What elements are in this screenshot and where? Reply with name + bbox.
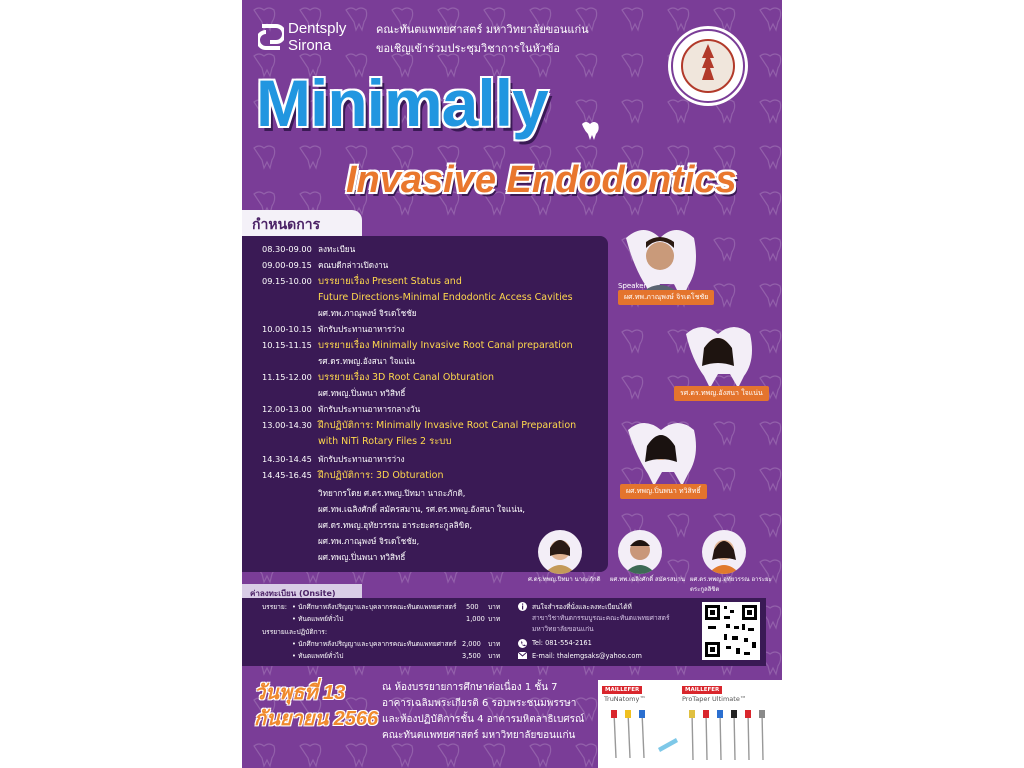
row-time: 11.15-12.00 xyxy=(262,372,312,382)
row-continuation: Future Directions-Minimal Endodontic Access Cavities xyxy=(318,292,573,303)
schedule-row xyxy=(262,274,462,289)
brand-line-1: Dentsply xyxy=(288,20,347,37)
row-text: 3D Obturation xyxy=(375,470,444,481)
dentsply-logo xyxy=(258,22,284,56)
venue-line-1: ณ ห้องบรรยายการศึกษาต่อเนื่อง 1 ชั้น 7 xyxy=(382,682,558,693)
fee-amount: 1,000 xyxy=(466,615,485,623)
qr-code xyxy=(702,602,760,660)
venue-block xyxy=(382,680,584,744)
faculty-line: คณะทันตแพทยศาสตร์ มหาวิทยาลัยขอนแก่น xyxy=(376,23,589,36)
contact-line-2: สาขาวิชาทันตกรรมบูรณะคณะทันตแพทยศาสตร์ xyxy=(532,614,670,622)
product-name-2: ProTaper Ultimate™ xyxy=(682,695,747,703)
schedule-row xyxy=(262,418,576,433)
row-prefix: ฝึกปฏิบัติการ: xyxy=(318,470,374,481)
schedule-row xyxy=(262,370,494,385)
row-text: Present Status and xyxy=(372,276,462,287)
venue-line-3: และห้องปฏิบัติการชั้น 4 อาคารมหิตลาธิเบศรณ์ xyxy=(382,714,585,725)
row-text: คณบดีกล่าวเปิดงาน xyxy=(318,260,389,270)
fees-panel xyxy=(242,598,766,666)
row-time: 10.15-11.15 xyxy=(262,340,312,350)
row-time: 14.30-14.45 xyxy=(262,454,312,464)
row-prefix: บรรยายเรื่อง xyxy=(318,372,370,383)
schedule-heading: กำหนดการ xyxy=(242,210,362,240)
row-time: 09.00-09.15 xyxy=(262,260,312,270)
brand-name xyxy=(288,20,346,54)
fee-who: • นักศึกษาหลังปริญญาและบุคลากรคณะทันตแพทยศาสตร์ xyxy=(292,603,457,611)
row-speaker: ผศ.ทพญ.ปิ่นพนา ทวิสิทธิ์ xyxy=(318,388,406,398)
row-speaker: ผศ.ทพ.ภาณุพงษ์ จิรเดโชชัย, xyxy=(318,536,420,546)
row-prefix: บรรยายเรื่อง xyxy=(318,276,370,287)
schedule-row xyxy=(262,322,405,337)
speaker-photo-2 xyxy=(682,322,754,388)
row-continuation: with NiTi Rotary Files 2 ระบบ xyxy=(318,436,452,447)
product-panel xyxy=(598,680,782,768)
phone-icon xyxy=(518,639,527,648)
row-text: ลงทะเบียน xyxy=(318,244,356,254)
speaker-label: Speaker xyxy=(618,282,647,290)
fee-who: • ทันตแพทย์ทั่วไป xyxy=(292,652,344,660)
fee-unit: บาท xyxy=(488,640,501,648)
schedule-row xyxy=(262,242,355,257)
fee-amount: 2,000 xyxy=(462,640,481,648)
fee-who: • ทันตแพทย์ทั่วไป xyxy=(292,615,344,623)
row-time: 12.00-13.00 xyxy=(262,404,312,414)
university-seal xyxy=(668,26,748,106)
speaker-photo-4 xyxy=(538,530,582,574)
seal-icon xyxy=(668,26,748,106)
schedule-row xyxy=(262,468,444,483)
event-month: กันยายน 2566 xyxy=(254,708,379,730)
row-text: Minimally Invasive Root Canal preparation xyxy=(372,340,573,351)
row-speaker: ผศ.ดร.ทพญ.อุทัยวรรณ อาระยะตระกูลลิขิต, xyxy=(318,520,473,530)
speaker-name-3: ผศ.ทพญ.ปิ่นพนา ทวิสิทธิ์ xyxy=(620,484,707,499)
schedule-row xyxy=(262,338,573,353)
row-speaker: ผศ.ทพ.ภาณุพงษ์ จิรเดโชชัย xyxy=(318,308,417,318)
speaker-name-4: ศ.ดร.ทพญ.ปิทมา นาถะภักดิ xyxy=(528,576,601,583)
tooth-icon xyxy=(578,118,602,142)
product-name-1: TruNatomy™ xyxy=(604,695,646,703)
speaker-photo-5 xyxy=(618,530,662,574)
fee-amount: 3,500 xyxy=(462,652,481,660)
venue-line-4: คณะทันตแพทยศาสตร์ มหาวิทยาลัยขอนแก่น xyxy=(382,730,576,741)
speaker-name-5: ผศ.ทพ.เฉลิงศักดิ์ สมัครสมาน xyxy=(610,576,685,583)
invite-line: ขอเชิญเข้าร่วมประชุมวิชาการในหัวข้อ xyxy=(376,42,561,55)
row-speaker: รศ.ดร.ทพญ.อังสนา ใจแน่น xyxy=(318,356,415,366)
workshop-label: บรรยายและปฏิบัติการ: xyxy=(262,628,328,636)
poster xyxy=(242,0,782,768)
title-line-1: Minimally xyxy=(256,66,548,140)
schedule-panel xyxy=(242,236,608,572)
email-icon xyxy=(518,652,527,660)
tel-text: Tel: 081-554-2161 xyxy=(532,639,592,647)
row-prefix: ฝึกปฏิบัติการ: xyxy=(318,420,374,431)
fees-heading: ค่าลงทะเบียน (Onsite) xyxy=(242,584,362,603)
protaper-files-icon xyxy=(684,708,776,766)
schedule-row xyxy=(262,452,405,467)
fee-unit: บาท xyxy=(488,652,501,660)
info-icon xyxy=(518,602,527,611)
row-text: พักรับประทานอาหารกลางวัน xyxy=(318,404,421,414)
row-prefix: บรรยายเรื่อง xyxy=(318,340,370,351)
row-text: พักรับประทานอาหารว่าง xyxy=(318,324,405,334)
lecture-label: บรรยาย: xyxy=(262,603,287,611)
speaker-name-6: ผศ.ดร.ทพญ.อุทัยวรรณ อาระยะตระกูลลิขิต xyxy=(690,576,772,593)
dentsply-logo-icon xyxy=(258,22,284,52)
speaker-photo-3 xyxy=(624,418,698,488)
invitation-header xyxy=(376,20,589,58)
row-time: 09.15-10.00 xyxy=(262,276,312,286)
row-text: Minimally Invasive Root Canal Preparation xyxy=(375,420,577,431)
product-brand-2: MAILLEFER xyxy=(682,686,722,694)
fee-amount: 500 xyxy=(466,603,479,611)
speaker-name-1: ผศ.ทพ.ภาณุพงษ์ จิรเดโชชัย xyxy=(618,290,714,305)
row-speaker: ผศ.ทพ.เฉลิงศักดิ์ สมัครสมาน, รศ.ดร.ทพญ.อังสนา ใจแน่น, xyxy=(318,504,525,514)
contact-line-3: มหาวิทยาลัยขอนแก่น xyxy=(532,625,594,633)
title-line-2: Invasive Endodontics xyxy=(346,159,737,201)
row-speaker: วิทยากรโดย ศ.ดร.ทพญ.ปิทมา นาถะภักดิ, xyxy=(318,488,466,498)
row-time: 13.00-14.30 xyxy=(262,420,312,430)
row-text: พักรับประทานอาหารว่าง xyxy=(318,454,405,464)
row-speaker: ผศ.ทพญ.ปิ่นพนา ทวิสิทธิ์ xyxy=(318,552,406,562)
schedule-row xyxy=(262,258,388,273)
brand-line-2: Sirona xyxy=(288,37,332,54)
fee-who: • นักศึกษาหลังปริญญาและบุคลากรคณะทันตแพทยศาสตร์ xyxy=(292,640,457,648)
venue-line-2: อาคารเฉลิมพระเกียรติ 6 รอบพระชนมพรรษา xyxy=(382,698,577,709)
row-time: 14.45-16.45 xyxy=(262,470,312,480)
email-text: E-mail: thalemgsaks@yahoo.com xyxy=(532,652,642,660)
row-time: 08.30-09.00 xyxy=(262,244,312,254)
speaker-photo-6 xyxy=(702,530,746,574)
contact-title: สนใจสำรองที่นั่งและลงทะเบียนได้ที่ xyxy=(532,603,632,611)
event-day: วันพุธที่ 13 xyxy=(254,682,346,704)
product-brand-1: MAILLEFER xyxy=(602,686,642,694)
row-text: 3D Root Canal Obturation xyxy=(372,372,495,383)
row-time: 10.00-10.15 xyxy=(262,324,312,334)
fee-unit: บาท xyxy=(488,615,501,623)
schedule-row xyxy=(262,402,420,417)
speaker-name-2: รศ.ดร.ทพญ.อังสนา ใจแน่น xyxy=(674,386,769,401)
fee-unit: บาท xyxy=(488,603,501,611)
trunatomy-files-icon xyxy=(606,708,680,766)
